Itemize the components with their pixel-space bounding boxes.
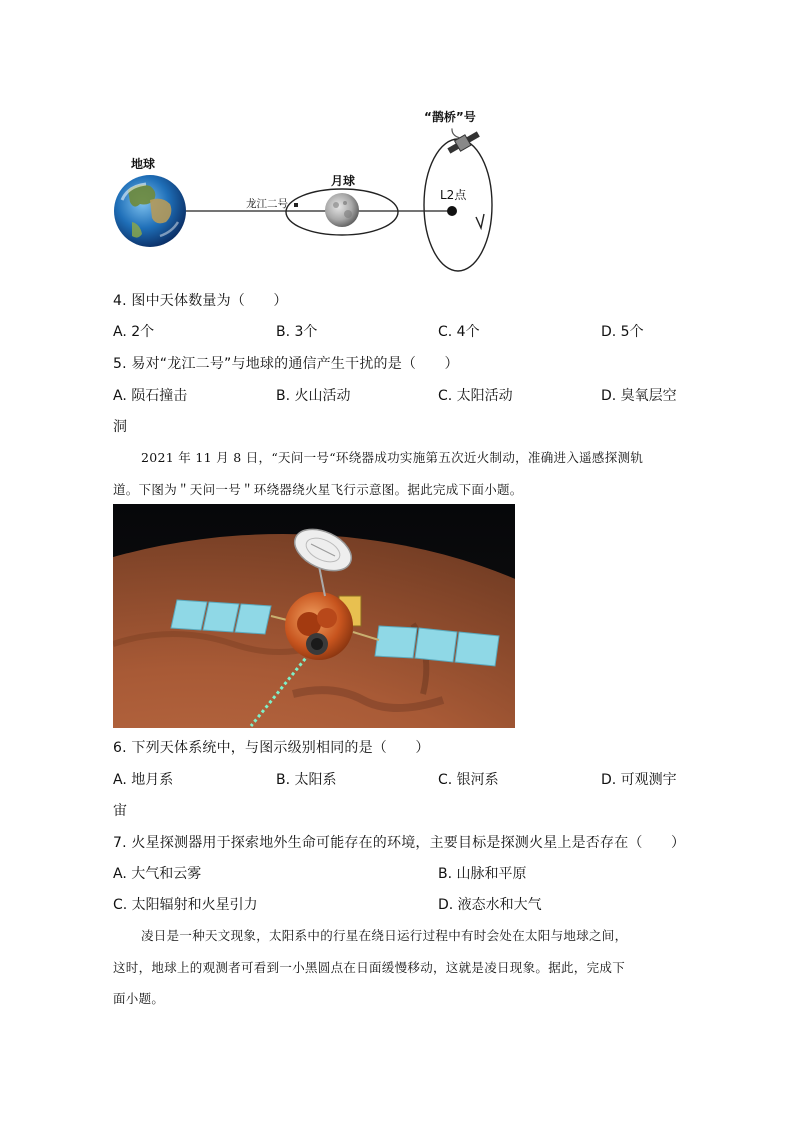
q7-option-b: B. 山脉和平原 <box>438 866 527 882</box>
q6-option-c: C. 银河系 <box>438 772 499 788</box>
q7-option-a: A. 大气和云雾 <box>113 866 202 882</box>
orbit-direction-arrow <box>476 214 484 228</box>
l2-point-marker <box>447 206 457 216</box>
diagram-graphic <box>0 0 794 290</box>
lander-marker <box>294 203 298 207</box>
question-6-stem: 6. 下列天体系统中，与图示级别相同的是（ ） <box>113 740 430 756</box>
lander-label: 龙江二号 <box>246 198 288 210</box>
passage-2-line-3: 面小题。 <box>113 991 165 1006</box>
relay-satellite-label: “鹊桥”号 <box>424 110 476 124</box>
q4-option-d: D. 5个 <box>601 324 644 340</box>
passage-1-line-1: 2021 年 11 月 8 日，“天问一号“环绕器成功实施第五次近火制动，准确进入遥感探测轨 <box>141 450 644 465</box>
q6-option-d-wrap: 宙 <box>113 803 127 819</box>
passage-2-line-2: 这时，地球上的观测者可看到一小黑圆点在日面缓慢移动，这就是凌日现象。据此，完成下 <box>113 960 626 975</box>
q5-option-c: C. 太阳活动 <box>438 388 513 404</box>
q4-option-b: B. 3个 <box>276 324 318 340</box>
q4-option-a: A. 2个 <box>113 324 155 340</box>
earth-icon <box>114 175 186 247</box>
q5-option-b: B. 火山活动 <box>276 388 351 404</box>
question-4-stem: 4. 图中天体数量为（ ） <box>113 293 288 309</box>
q5-option-d: D. 臭氧层空 <box>601 388 677 404</box>
q6-option-d: D. 可观测宇 <box>601 772 677 788</box>
earth-label: 地球 <box>131 157 156 171</box>
q6-option-a: A. 地月系 <box>113 772 174 788</box>
q7-option-d: D. 液态水和大气 <box>438 897 542 913</box>
moon-label: 月球 <box>331 174 356 188</box>
q6-option-b: B. 太阳系 <box>276 772 337 788</box>
earth-moon-l2-diagram <box>0 0 794 290</box>
question-7-stem: 7. 火星探测器用于探索地外生命可能存在的环境，主要目标是探测火星上是否存在（ ） <box>113 835 686 851</box>
mars-orbiter-graphic <box>113 504 515 728</box>
q4-option-c: C. 4个 <box>438 324 480 340</box>
q5-option-d-wrap: 洞 <box>113 419 127 435</box>
passage-2-line-1: 凌日是一种天文现象，太阳系中的行星在绕日运行过程中有时会处在太阳与地球之间， <box>141 928 628 943</box>
mars-orbiter-image <box>113 504 515 728</box>
l2-point-label: L2点 <box>440 188 467 202</box>
q5-option-a: A. 陨石撞击 <box>113 388 188 404</box>
question-5-stem: 5. 易对“龙江二号”与地球的通信产生干扰的是（ ） <box>113 356 459 372</box>
q7-option-c: C. 太阳辐射和火星引力 <box>113 897 258 913</box>
moon-icon <box>325 193 359 227</box>
passage-1-line-2: 道。下图为＂天问一号＂环绕器绕火星飞行示意图。据此完成下面小题。 <box>113 482 523 497</box>
